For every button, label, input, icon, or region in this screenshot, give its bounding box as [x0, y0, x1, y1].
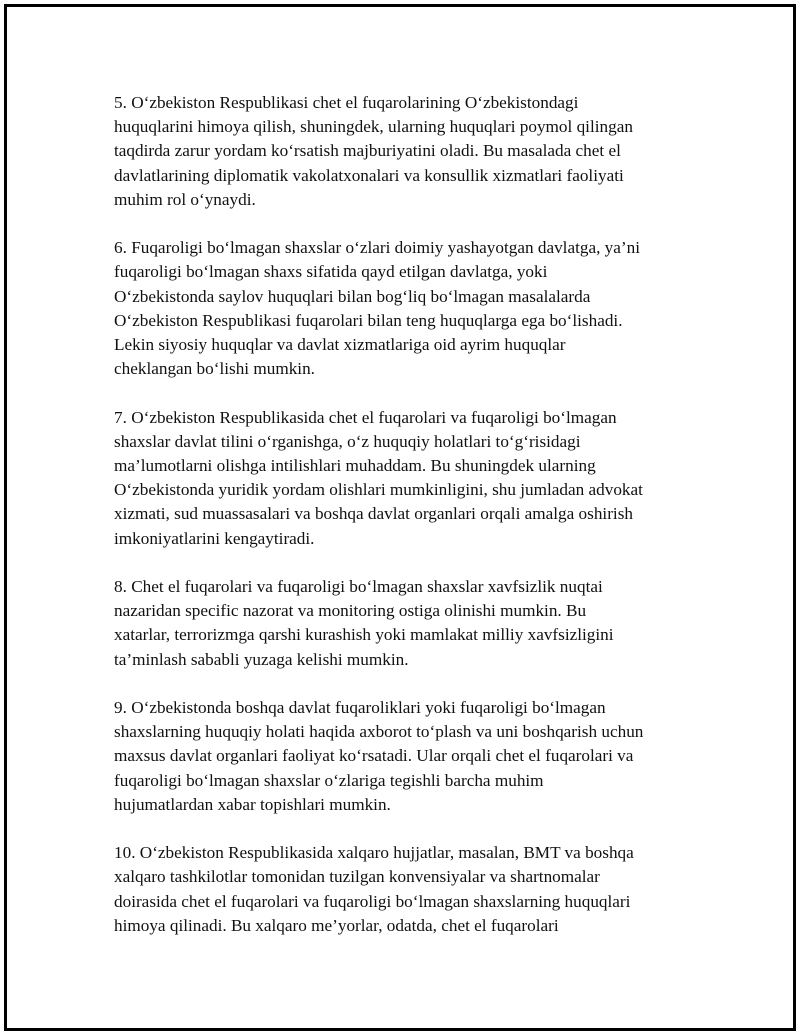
- paragraph-5: 5. O‘zbekiston Respublikasi chet el fuqarolarining O‘zbekistondagi huquqlarini himoya qilish, shuningdek, ularning huquqlari poymol qilingan taqdirda zarur yordam ko‘rsatish majburiyatini oladi. Bu masalada chet el davlatlarining diplomatik vakolatxonalari va konsullik xizmatlari faoliyati muhim rol o‘ynaydi.: [114, 93, 633, 209]
- paragraph-8: 8. Chet el fuqarolari va fuqaroligi bo‘lmagan shaxslar xavfsizlik nuqtai nazaridan specific nazorat va monitoring ostiga olinishi mumkin. Bu xatarlar, terrorizmga qarshi kurashish yoki mamlakat milliy xavfsizligini ta’minlash sababli yuzaga kelishi mumkin.: [114, 577, 614, 669]
- paragraph-9: 9. O‘zbekistonda boshqa davlat fuqaroliklari yoki fuqaroligi bo‘lmagan shaxslarning huquqiy holati haqida axborot to‘plash va uni boshqarish uchun maxsus davlat organlari faoliyat ko‘rsatadi. Ular orqali chet el fuqarolari va fuqaroligi bo‘lmagan shaxslar o‘zlariga tegishli barcha muhim hujumatlardan xabar topishlari mumkin.: [114, 698, 644, 814]
- paragraph-10: 10. O‘zbekiston Respublikasida xalqaro hujjatlar, masalan, BMT va boshqa xalqaro tashkilotlar tomonidan tuzilgan konvensiyalar va shartnomalar doirasida chet el fuqarolari va fuqaroligi bo‘lmagan shaxslarning huquqlari himoya qilinadi. Bu xalqaro me’yorlar, odatda, chet el fuqarolari: [114, 843, 634, 935]
- paragraph-6: 6. Fuqaroligi bo‘lmagan shaxslar o‘zlari doimiy yashayotgan davlatga, ya’ni fuqaroligi bo‘lmagan shaxs sifatida qayd etilgan davlatga, yoki O‘zbekistonda saylov huquqlari bilan bog‘liq bo‘lmagan masalalarda O‘zbekiston Respublikasi fuqarolari bilan teng huquqlarga ega bo‘lishadi. Lekin siyosiy huquqlar va davlat xizmatlariga oid ayrim huquqlar cheklangan bo‘lishi mumkin.: [114, 238, 640, 379]
- paragraph-7: 7. O‘zbekiston Respublikasida chet el fuqarolari va fuqaroligi bo‘lmagan shaxslar davlat tilini o‘rganishga, o‘z huquqiy holatlari to‘g‘risidagi ma’lumotlarni olishga intilishlari muhaddam. Bu shuningdek ularning O‘zbekistonda yuridik yordam olishlari mumkinligini, shu jumladan advokat xizmati, sud muassasalari va boshqa davlat organlari orqali amalga oshirish imkoniyatlarini kengaytiradi.: [114, 407, 643, 548]
- document-body: [114, 91, 714, 962]
